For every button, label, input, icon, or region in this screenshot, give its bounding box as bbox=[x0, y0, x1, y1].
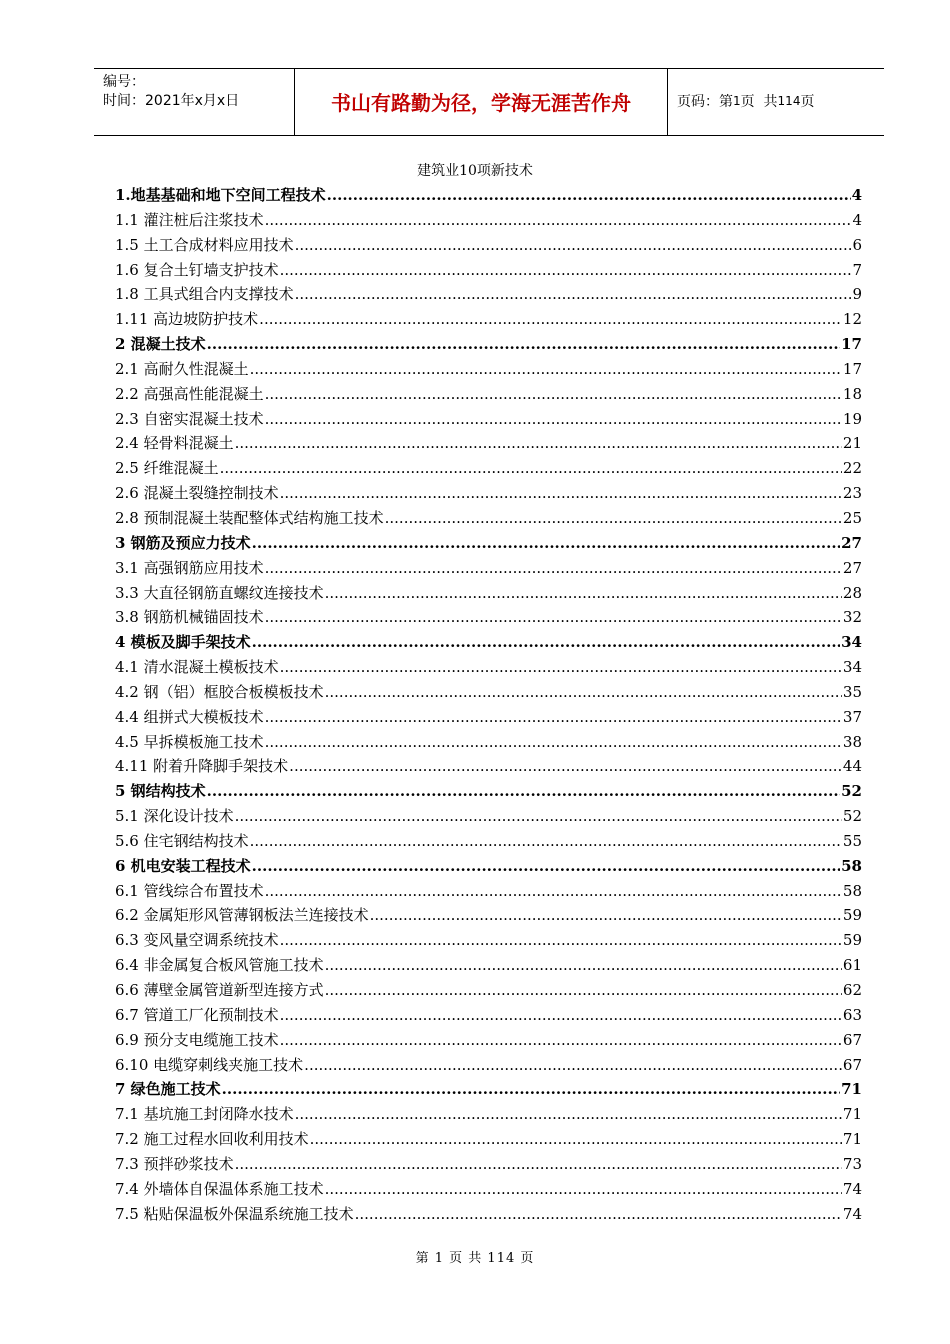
toc-entry[interactable] bbox=[115, 630, 862, 655]
toc-leader-dots bbox=[235, 431, 842, 456]
toc-entry[interactable] bbox=[115, 357, 862, 382]
toc-leader-dots bbox=[280, 1028, 842, 1053]
toc-leader-dots bbox=[250, 829, 842, 854]
toc-entry[interactable] bbox=[115, 282, 862, 307]
toc-leader-dots bbox=[295, 233, 852, 258]
toc-leader-dots bbox=[265, 730, 842, 755]
toc-leader-dots bbox=[280, 258, 852, 283]
toc-leader-dots bbox=[325, 953, 842, 978]
toc-entry[interactable] bbox=[115, 978, 862, 1003]
toc-entry-label: 1.5 土工合成材料应用技术 bbox=[115, 235, 294, 254]
toc-entry-page: 44 bbox=[842, 757, 862, 776]
toc-entry-label: 3.1 高强钢筋应用技术 bbox=[115, 558, 264, 577]
toc-entry[interactable] bbox=[115, 779, 862, 804]
toc-entry-page: 67 bbox=[842, 1055, 862, 1074]
toc-leader-dots bbox=[385, 506, 842, 531]
toc-entry-page: 38 bbox=[842, 732, 862, 751]
toc-entry-page: 34 bbox=[842, 658, 862, 677]
toc-leader-dots bbox=[252, 630, 840, 655]
toc-entry[interactable] bbox=[115, 953, 862, 978]
header-time-label: 时间：2021年x月x日 bbox=[103, 93, 240, 109]
toc-entry[interactable] bbox=[115, 1003, 862, 1028]
toc-entry-label: 4.11 附着升降脚手架技术 bbox=[115, 757, 289, 776]
toc-entry[interactable] bbox=[115, 903, 862, 928]
toc-entry-page: 59 bbox=[842, 931, 862, 950]
toc-leader-dots bbox=[235, 804, 842, 829]
toc-entry[interactable] bbox=[115, 556, 862, 581]
page-header bbox=[94, 68, 884, 136]
toc-leader-dots bbox=[295, 282, 852, 307]
toc-entry[interactable] bbox=[115, 804, 862, 829]
toc-leader-dots bbox=[310, 1127, 842, 1152]
toc-entry-label: 6.3 变风量空调系统技术 bbox=[115, 931, 279, 950]
toc-entry[interactable] bbox=[115, 332, 862, 357]
toc-entry-label: 2.5 纤维混凝土 bbox=[115, 459, 219, 478]
toc-entry-page: 52 bbox=[842, 807, 862, 826]
toc-entry-label: 7 绿色施工技术 bbox=[115, 1080, 221, 1099]
toc-entry-label: 5 钢结构技术 bbox=[115, 782, 206, 801]
toc-entry-label: 2 混凝土技术 bbox=[115, 335, 206, 354]
toc-entry-page: 4 bbox=[851, 186, 862, 204]
toc-entry[interactable] bbox=[115, 879, 862, 904]
toc-entry-label: 1.11 高边坡防护技术 bbox=[115, 310, 259, 329]
toc-entry[interactable] bbox=[115, 854, 862, 879]
toc-leader-dots bbox=[325, 581, 842, 606]
table-of-contents bbox=[115, 183, 862, 1226]
toc-leader-dots bbox=[265, 605, 842, 630]
toc-entry[interactable] bbox=[115, 581, 862, 606]
toc-leader-dots bbox=[280, 1003, 842, 1028]
toc-entry[interactable] bbox=[115, 183, 862, 208]
toc-entry-page: 74 bbox=[842, 1179, 862, 1198]
toc-entry[interactable] bbox=[115, 605, 862, 630]
header-number-label: 编号： bbox=[103, 74, 145, 90]
toc-entry-label: 4.4 组拼式大模板技术 bbox=[115, 707, 264, 726]
toc-entry-page: 4 bbox=[852, 210, 862, 229]
toc-entry-page: 55 bbox=[842, 831, 862, 850]
toc-entry-page: 62 bbox=[842, 981, 862, 999]
toc-entry-label: 7.2 施工过程水回收利用技术 bbox=[115, 1130, 309, 1149]
header-info-cell bbox=[94, 69, 295, 135]
toc-entry-page: 21 bbox=[842, 434, 862, 453]
toc-entry-label: 6.1 管线综合布置技术 bbox=[115, 881, 264, 900]
toc-entry-label: 7.3 预拌砂浆技术 bbox=[115, 1154, 234, 1173]
header-page-mid: 页 共 bbox=[740, 94, 778, 110]
toc-leader-dots bbox=[265, 208, 852, 233]
header-page-total: 114 bbox=[777, 94, 801, 108]
toc-leader-dots bbox=[304, 1053, 842, 1078]
toc-entry-label: 1.地基基础和地下空间工程技术 bbox=[115, 186, 326, 204]
toc-entry-page: 71 bbox=[842, 1130, 862, 1149]
toc-entry-label: 4.5 早拆模板施工技术 bbox=[115, 732, 264, 751]
document-title: 建筑业10项新技术 bbox=[417, 163, 533, 179]
toc-leader-dots bbox=[220, 456, 842, 481]
toc-leader-dots bbox=[325, 680, 842, 705]
toc-entry-page: 27 bbox=[841, 533, 862, 552]
toc-entry-label: 2.8 预制混凝土装配整体式结构施工技术 bbox=[115, 508, 384, 527]
toc-leader-dots bbox=[250, 357, 842, 382]
toc-entry-label: 3 钢筋及预应力技术 bbox=[115, 533, 251, 552]
toc-leader-dots bbox=[265, 879, 842, 904]
toc-entry[interactable] bbox=[115, 1028, 862, 1053]
toc-entry-page: 9 bbox=[852, 285, 862, 304]
toc-entry-page: 73 bbox=[842, 1154, 862, 1173]
toc-entry[interactable] bbox=[115, 754, 862, 779]
header-page-suffix: 页 bbox=[800, 94, 815, 110]
toc-entry-label: 2.4 轻骨料混凝土 bbox=[115, 434, 234, 453]
toc-leader-dots bbox=[252, 854, 840, 879]
toc-entry-label: 2.6 混凝土裂缝控制技术 bbox=[115, 484, 279, 503]
toc-entry-page: 17 bbox=[842, 359, 862, 378]
toc-entry-label: 4.2 钢（铝）框胶合板模板技术 bbox=[115, 682, 324, 701]
toc-entry-page: 22 bbox=[842, 459, 862, 478]
toc-leader-dots bbox=[265, 407, 842, 432]
toc-entry-page: 37 bbox=[842, 707, 862, 726]
toc-entry-page: 28 bbox=[842, 583, 862, 602]
toc-entry[interactable] bbox=[115, 307, 862, 332]
toc-entry-page: 58 bbox=[841, 856, 862, 875]
toc-entry-label: 6.4 非金属复合板风管施工技术 bbox=[115, 956, 324, 975]
toc-entry-label: 5.6 住宅钢结构技术 bbox=[115, 831, 249, 850]
toc-leader-dots bbox=[259, 307, 842, 332]
toc-leader-dots bbox=[295, 1102, 842, 1127]
toc-entry-label: 2.2 高强高性能混凝土 bbox=[115, 384, 264, 403]
toc-entry[interactable] bbox=[115, 407, 862, 432]
toc-leader-dots bbox=[280, 655, 842, 680]
toc-entry-label: 6.6 薄壁金属管道新型连接方式 bbox=[115, 981, 324, 999]
toc-entry[interactable] bbox=[115, 233, 862, 258]
toc-leader-dots bbox=[280, 928, 842, 953]
toc-leader-dots bbox=[370, 903, 842, 928]
toc-entry[interactable] bbox=[115, 655, 862, 680]
toc-entry[interactable] bbox=[115, 382, 862, 407]
toc-entry-label: 4 模板及脚手架技术 bbox=[115, 633, 251, 652]
toc-entry-page: 25 bbox=[842, 508, 862, 527]
toc-entry-label: 1.1 灌注桩后注浆技术 bbox=[115, 210, 264, 229]
header-page-prefix: 页码：第 bbox=[677, 94, 733, 110]
toc-entry[interactable] bbox=[115, 1127, 862, 1152]
toc-entry-page: 71 bbox=[842, 1105, 862, 1124]
toc-entry[interactable] bbox=[115, 431, 862, 456]
toc-entry[interactable] bbox=[115, 1152, 862, 1177]
toc-entry-page: 6 bbox=[852, 235, 862, 254]
toc-entry-label: 3.3 大直径钢筋直螺纹连接技术 bbox=[115, 583, 324, 602]
toc-leader-dots bbox=[207, 779, 840, 804]
toc-entry[interactable] bbox=[115, 1077, 862, 1102]
toc-entry-page: 59 bbox=[842, 906, 862, 925]
toc-leader-dots bbox=[265, 382, 842, 407]
toc-entry-label: 2.3 自密实混凝土技术 bbox=[115, 409, 264, 428]
toc-entry-page: 35 bbox=[842, 682, 862, 701]
toc-entry-label: 1.6 复合土钉墙支护技术 bbox=[115, 260, 279, 279]
toc-entry[interactable] bbox=[115, 1053, 862, 1078]
toc-entry-page: 17 bbox=[841, 335, 862, 354]
toc-leader-dots bbox=[265, 705, 842, 730]
header-page-info bbox=[668, 69, 884, 135]
toc-entry-label: 2.1 高耐久性混凝土 bbox=[115, 359, 249, 378]
toc-entry-label: 6 机电安装工程技术 bbox=[115, 856, 251, 875]
toc-entry-label: 3.8 钢筋机械锚固技术 bbox=[115, 608, 264, 627]
toc-entry-page: 52 bbox=[841, 782, 862, 801]
toc-entry-page: 19 bbox=[842, 409, 862, 428]
toc-entry[interactable] bbox=[115, 258, 862, 283]
toc-entry[interactable] bbox=[115, 456, 862, 481]
toc-entry[interactable] bbox=[115, 1102, 862, 1127]
toc-leader-dots bbox=[327, 183, 851, 208]
toc-entry-label: 7.1 基坑施工封闭降水技术 bbox=[115, 1105, 294, 1124]
toc-entry-page: 63 bbox=[842, 1005, 862, 1024]
toc-entry[interactable] bbox=[115, 506, 862, 531]
toc-entry-page: 7 bbox=[852, 260, 862, 279]
header-page-num: 1 bbox=[733, 94, 741, 108]
toc-entry-page: 27 bbox=[842, 558, 862, 577]
toc-entry-label: 4.1 清水混凝土模板技术 bbox=[115, 658, 279, 677]
toc-entry-page: 18 bbox=[842, 384, 862, 403]
toc-entry[interactable] bbox=[115, 481, 862, 506]
toc-entry-page: 58 bbox=[842, 881, 862, 900]
toc-entry[interactable] bbox=[115, 1202, 862, 1227]
toc-entry[interactable] bbox=[115, 829, 862, 854]
toc-leader-dots bbox=[289, 754, 842, 779]
toc-entry-label: 6.2 金属矩形风管薄钢板法兰连接技术 bbox=[115, 906, 369, 925]
page-footer: 第 1 页 共 114 页 bbox=[415, 1251, 535, 1266]
toc-entry[interactable] bbox=[115, 208, 862, 233]
toc-leader-dots bbox=[207, 332, 840, 357]
header-motto: 书山有路勤为径，学海无涯苦作舟 bbox=[295, 69, 668, 135]
toc-entry-label: 6.9 预分支电缆施工技术 bbox=[115, 1030, 279, 1049]
toc-entry[interactable] bbox=[115, 1177, 862, 1202]
toc-entry[interactable] bbox=[115, 531, 862, 556]
toc-entry[interactable] bbox=[115, 680, 862, 705]
toc-leader-dots bbox=[325, 978, 842, 1003]
toc-entry-label: 7.5 粘贴保温板外保温系统施工技术 bbox=[115, 1204, 354, 1223]
toc-entry-page: 34 bbox=[841, 633, 862, 652]
toc-entry[interactable] bbox=[115, 705, 862, 730]
toc-entry-label: 7.4 外墙体自保温体系施工技术 bbox=[115, 1179, 324, 1198]
toc-leader-dots bbox=[280, 481, 842, 506]
toc-leader-dots bbox=[235, 1152, 842, 1177]
toc-leader-dots bbox=[355, 1202, 842, 1227]
toc-leader-dots bbox=[265, 556, 842, 581]
toc-leader-dots bbox=[222, 1077, 840, 1102]
toc-entry-label: 5.1 深化设计技术 bbox=[115, 807, 234, 826]
toc-entry-page: 12 bbox=[842, 310, 862, 329]
toc-leader-dots bbox=[325, 1177, 842, 1202]
toc-entry-page: 23 bbox=[842, 484, 862, 503]
toc-entry-page: 32 bbox=[842, 608, 862, 627]
toc-entry-page: 61 bbox=[842, 956, 862, 975]
toc-entry-page: 67 bbox=[842, 1030, 862, 1049]
toc-leader-dots bbox=[252, 531, 840, 556]
toc-entry-label: 6.7 管道工厂化预制技术 bbox=[115, 1005, 279, 1024]
toc-entry[interactable] bbox=[115, 730, 862, 755]
toc-entry-page: 74 bbox=[842, 1204, 862, 1223]
toc-entry-page: 71 bbox=[841, 1080, 862, 1099]
toc-entry[interactable] bbox=[115, 928, 862, 953]
toc-entry-label: 6.10 电缆穿刺线夹施工技术 bbox=[115, 1055, 304, 1074]
toc-entry-label: 1.8 工具式组合内支撑技术 bbox=[115, 285, 294, 304]
